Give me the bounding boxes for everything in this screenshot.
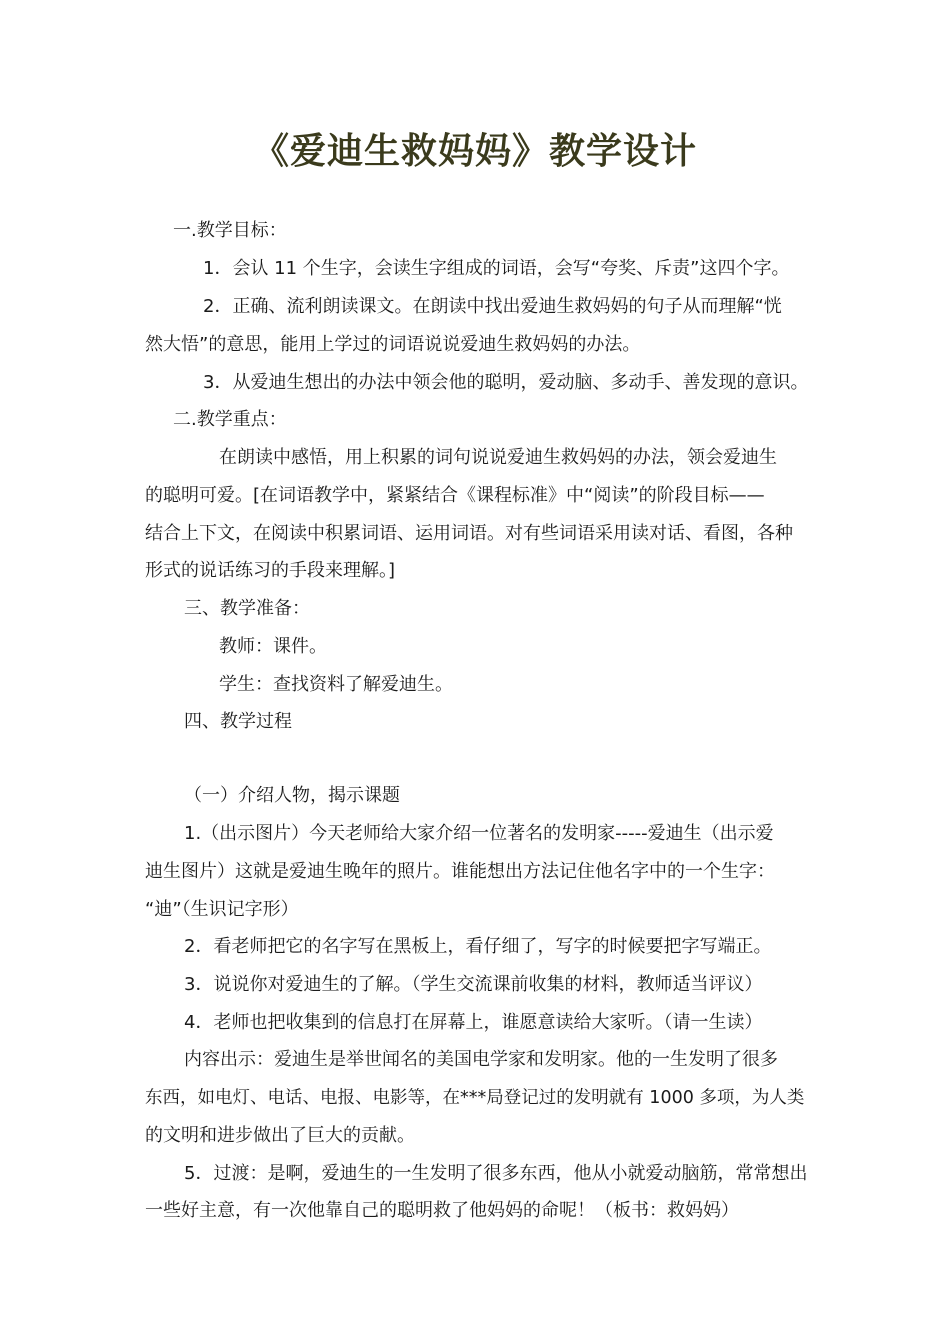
paragraph-line: 迪生图片）这就是爱迪生晚年的照片。谁能想出方法记住他名字中的一个生字： bbox=[145, 861, 775, 882]
paragraph-line: 3．从爱迪生想出的办法中领会他的聪明，爱动脑、多动手、善发现的意识。 bbox=[203, 372, 809, 393]
paragraph-line: 1.（出示图片）今天老师给大家介绍一位著名的发明家-----爱迪生（出示爱 bbox=[184, 823, 774, 844]
paragraph-line: 4．老师也把收集到的信息打在屏幕上，谁愿意读给大家听。（请一生读） bbox=[184, 1012, 763, 1033]
section-heading-goals: 一.教学目标： bbox=[173, 220, 287, 241]
paragraph-line: 一些好主意，有一次他靠自己的聪明救了他妈妈的命呢！（板书：救妈妈） bbox=[145, 1200, 739, 1221]
paragraph-line: 东西，如电灯、电话、电报、电影等，在***局登记过的发明就有 1000 多项，为人类 bbox=[145, 1088, 805, 1108]
paragraph-line: 形式的说话练习的手段来理解。] bbox=[145, 560, 396, 581]
subsection-heading: （一）介绍人物，揭示课题 bbox=[184, 785, 400, 806]
paragraph-line: 3．说说你对爱迪生的了解。（学生交流课前收集的材料，教师适当评议） bbox=[184, 974, 763, 995]
section-heading-process: 四、教学过程 bbox=[184, 711, 292, 732]
paragraph-line: 教师：课件。 bbox=[219, 636, 327, 657]
paragraph-line: 2．正确、流利朗读课文。在朗读中找出爱迪生救妈妈的句子从而理解“恍 bbox=[203, 296, 782, 317]
document-title: 《爱迪生救妈妈》教学设计 bbox=[252, 131, 697, 172]
paragraph-line: 2．看老师把它的名字写在黑板上，看仔细了，写字的时候要把字写端正。 bbox=[184, 936, 772, 957]
paragraph-line: “迪”（生识记字形） bbox=[145, 899, 299, 920]
paragraph-line: 的聪明可爱。[在词语教学中，紧紧结合《课程标准》中“阅读”的阶段目标—— bbox=[145, 485, 765, 506]
section-heading-preparation: 三、教学准备： bbox=[184, 598, 310, 619]
paragraph-line: 然大悟”的意思，能用上学过的词语说说爱迪生救妈妈的办法。 bbox=[145, 334, 641, 355]
paragraph-line: 5．过渡：是啊，爱迪生的一生发明了很多东西，他从小就爱动脑筋，常常想出 bbox=[184, 1163, 808, 1184]
paragraph-line: 1．会认 11 个生字，会读生字组成的词语，会写“夸奖、斥责”这四个字。 bbox=[203, 258, 790, 279]
section-heading-focus: 二.教学重点： bbox=[173, 409, 287, 430]
paragraph-line: 结合上下文，在阅读中积累词语、运用词语。对有些词语采用读对话、看图，各种 bbox=[145, 523, 793, 544]
paragraph-line: 在朗读中感悟，用上积累的词句说说爱迪生救妈妈的办法，领会爱迪生 bbox=[219, 447, 777, 468]
paragraph-line: 的文明和进步做出了巨大的贡献。 bbox=[145, 1125, 415, 1146]
paragraph-line: 学生：查找资料了解爱迪生。 bbox=[219, 674, 453, 695]
paragraph-line: 内容出示：爱迪生是举世闻名的美国电学家和发明家。他的一生发明了很多 bbox=[184, 1049, 778, 1070]
